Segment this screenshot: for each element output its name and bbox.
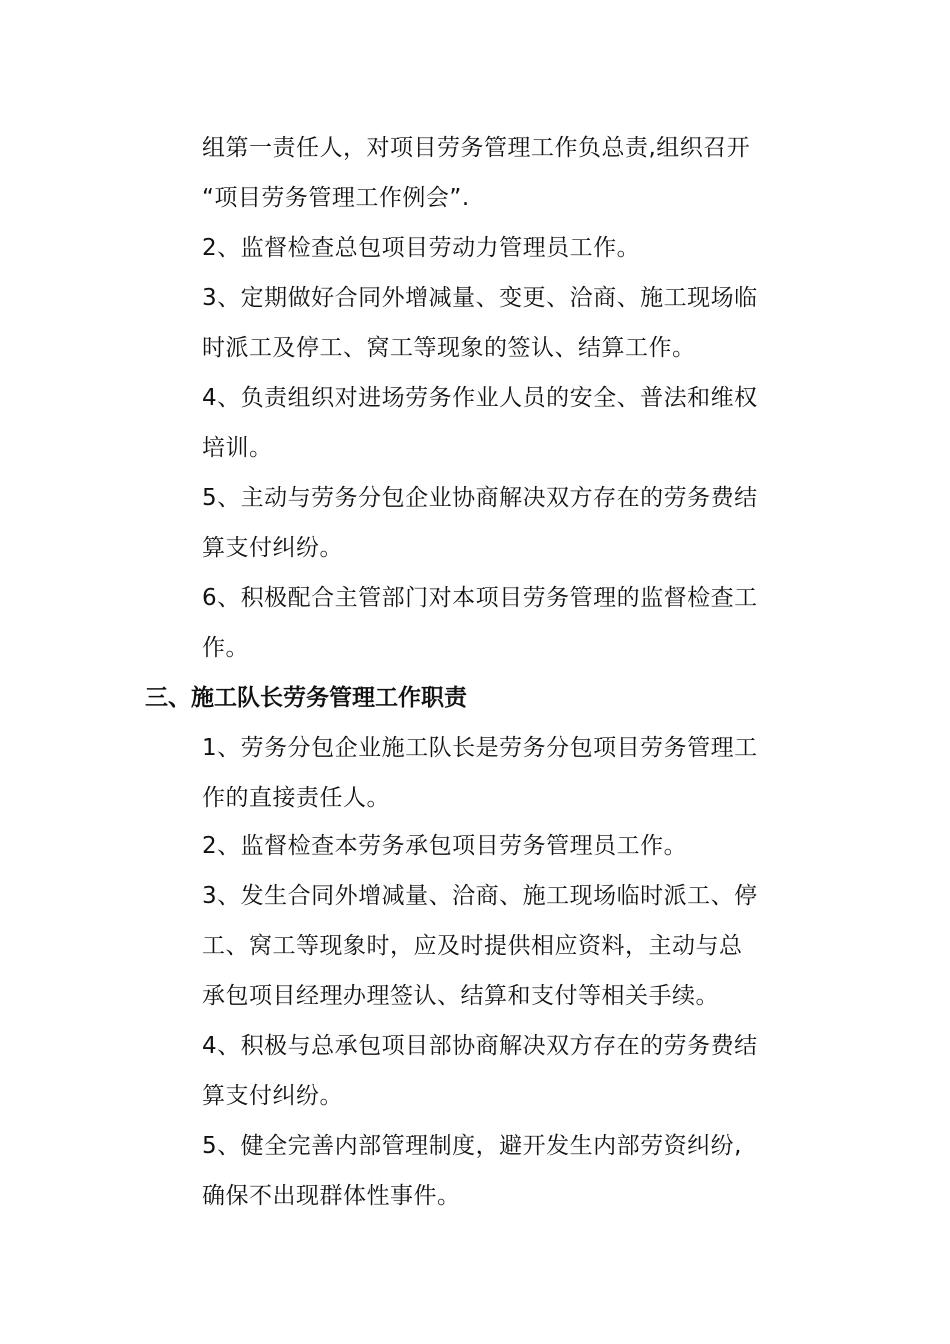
list-item-continuation: 时派工及停工、窝工等现象的签认、结算工作。	[202, 335, 696, 361]
list-item: 4、负责组织对进场劳务作业人员的安全、普法和维权	[202, 385, 758, 411]
list-item: 4、积极与总承包项目部协商解决双方存在的劳务费结	[202, 1033, 758, 1059]
list-item: 5、健全完善内部管理制度，避开发生内部劳资纠纷,	[202, 1133, 742, 1159]
list-item-continuation: 作。	[202, 635, 249, 661]
list-item: 2、监督检查总包项目劳动力管理员工作。	[202, 235, 641, 261]
list-item-continuation: 培训。	[202, 435, 273, 461]
section-heading: 三、施工队长劳务管理工作职责	[145, 685, 467, 711]
list-item-continuation: 作的直接责任人。	[202, 785, 390, 811]
paragraph-line: “项目劳务管理工作例会”.	[202, 185, 470, 211]
list-item: 2、监督检查本劳务承包项目劳务管理员工作。	[202, 833, 688, 859]
list-item: 1、劳务分包企业施工队长是劳务分包项目劳务管理工	[202, 735, 758, 761]
list-item: 3、定期做好合同外增减量、变更、洽商、施工现场临	[202, 285, 758, 311]
list-item-continuation: 算支付纠纷。	[202, 1083, 343, 1109]
list-item: 6、积极配合主管部门对本项目劳务管理的监督检查工	[202, 585, 758, 611]
list-item-continuation: 算支付纠纷。	[202, 535, 343, 561]
paragraph-line: 组第一责任人，对项目劳务管理工作负总责,组织召开	[202, 135, 751, 161]
list-item-continuation: 工、窝工等现象时，应及时提供相应资料，主动与总	[202, 933, 743, 959]
list-item: 5、主动与劳务分包企业协商解决双方存在的劳务费结	[202, 485, 758, 511]
list-item-continuation: 确保不出现群体性事件。	[202, 1183, 461, 1209]
list-item: 3、发生合同外增减量、洽商、施工现场临时派工、停	[202, 883, 758, 909]
list-item-continuation: 承包项目经理办理签认、结算和支付等相关手续。	[202, 983, 719, 1009]
